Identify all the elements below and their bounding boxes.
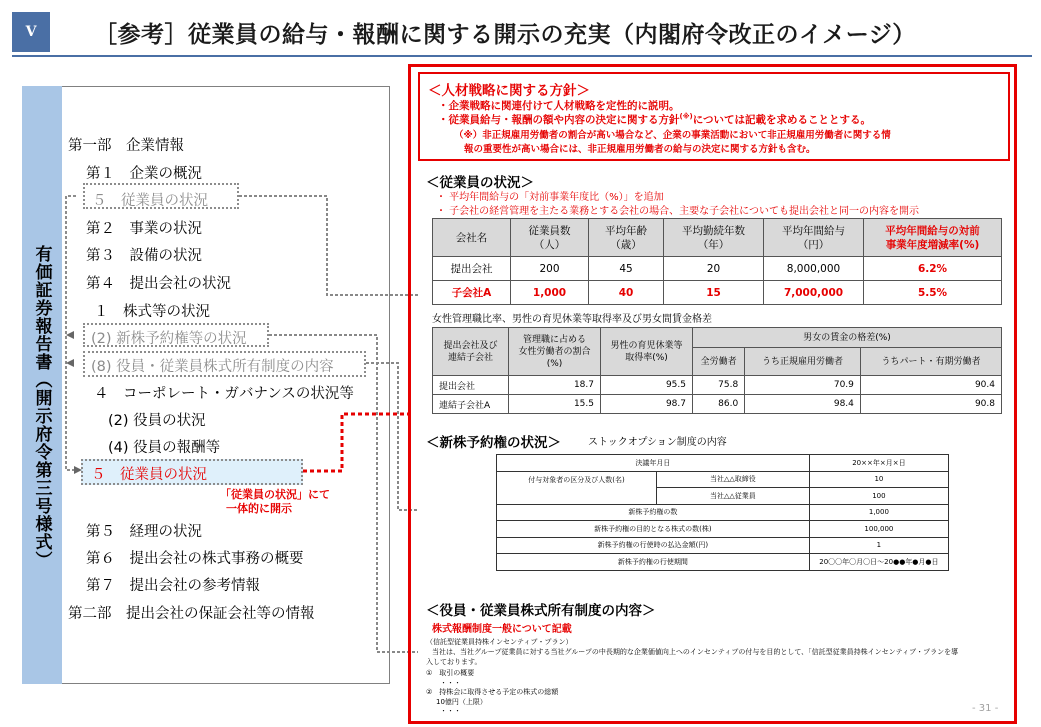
col-header: うちパート・有期労働者 [860, 348, 1001, 376]
table-cell: 20××年×月×日 [809, 455, 948, 472]
table-row [433, 395, 1002, 414]
table-cell: 18.7 [509, 376, 601, 395]
table-cell: 新株予約権の数 [497, 504, 810, 521]
toc-item[interactable]: ５ 従業員の状況 [92, 193, 208, 209]
table-cell: 提出会社 [433, 257, 511, 281]
table-cell: 15 [664, 281, 764, 305]
table-row [497, 521, 949, 538]
table-cell: 200 [511, 257, 589, 281]
section-subheading: 株式報酬制度一般について記載 [432, 624, 572, 635]
strategy-line [438, 112, 871, 127]
col-header: 平均年齢 （歳） [589, 219, 664, 257]
table-cell: 70.9 [745, 376, 861, 395]
table-cell: 6.2% [864, 257, 1002, 281]
table-cell: 1 [809, 537, 948, 554]
table-cell: 7,000,000 [764, 281, 864, 305]
table-cell: 90.8 [860, 395, 1001, 414]
strategy-line: ・企業戦略に関連付けて人材戦略を定性的に説明。 [438, 100, 680, 112]
table-cell: 100,000 [809, 521, 948, 538]
toc-item[interactable]: 第１ 企業の概況 [86, 166, 202, 182]
table-cell: 45 [589, 257, 664, 281]
toc-item[interactable]: 第３ 設備の状況 [86, 248, 202, 264]
table-cell: 新株予約権の行使期間 [497, 554, 810, 571]
table-cell: 20 [664, 257, 764, 281]
table-row [497, 554, 949, 571]
table-row [497, 471, 949, 488]
status-bullet: ・ 子会社の経営管理を主たる業務とする会社の場合、主要な子会社についても提出会社と同一の内容を開示 [436, 206, 919, 217]
strategy-line-part: ・従業員給与・報酬の額や内容の決定に関する方針 [438, 114, 680, 126]
esop-line: 10億円（上限） [436, 698, 487, 706]
table-row [433, 257, 1002, 281]
esop-line: ② 持株会に取得させる予定の株式の総額 [426, 688, 559, 696]
note-line: 「従業員の状況」にて [220, 488, 330, 501]
table-cell: 新株予約権の目的となる株式の数(株) [497, 521, 810, 538]
toc-item[interactable]: 第二部 提出会社の保証会社等の情報 [68, 606, 315, 622]
table-cell: 新株予約権の行使時の払込金額(円) [497, 537, 810, 554]
toc-item[interactable]: (2) 役員の状況 [108, 413, 206, 429]
strategy-line: 報の重要性が高い場合には、非正規雇用労働者の給与の決定に関する方針も含む。 [464, 144, 816, 155]
toc-item[interactable]: 第一部 企業情報 [68, 138, 184, 154]
col-header: 男女の賃金の格差(%) [693, 328, 1002, 348]
section-heading: ＜新株予約権の状況＞ [426, 435, 561, 451]
status-bullet: ・ 平均年間給与の「対前事業年度比（%）」を追加 [436, 192, 664, 203]
col-header: 男性の育児休業等 取得率(%) [601, 328, 693, 376]
toc-item-employee-status[interactable]: ５ 従業員の状況 [91, 467, 207, 483]
table-cell: 決議年月日 [497, 455, 810, 472]
toc-item[interactable]: １ 株式等の状況 [94, 304, 210, 320]
col-header: 全労働者 [693, 348, 745, 376]
table-cell: 付与対象者の区分及び人数(名) [497, 471, 657, 504]
table-cell: 10 [809, 471, 948, 488]
page-number: - 31 - [972, 703, 999, 714]
toc-item[interactable]: (8) 役員・従業員株式所有制度の内容 [91, 359, 334, 375]
table-row [497, 455, 949, 472]
title-divider [12, 55, 1032, 57]
table-cell: 100 [809, 488, 948, 505]
esop-line: （信託型従業員持株インセンティブ・プラン） [426, 638, 573, 646]
table-cell: 86.0 [693, 395, 745, 414]
section-heading: ＜従業員の状況＞ [426, 175, 534, 191]
table-cell: 子会社A [433, 281, 511, 305]
table-cell: 提出会社 [433, 376, 509, 395]
strategy-line-part: については記載を求めることとする。 [692, 114, 872, 126]
gender-gap-table [432, 327, 1002, 414]
toc-item[interactable]: (4) 役員の報酬等 [108, 440, 221, 456]
col-header: 会社名 [433, 219, 511, 257]
table-row [497, 537, 949, 554]
table-cell: 75.8 [693, 376, 745, 395]
esop-line: 入しております。 [426, 658, 482, 666]
employee-table [432, 218, 1002, 305]
esop-line: ① 取引の概要 [426, 669, 475, 677]
esop-panel [418, 596, 1010, 718]
table2-title: 女性管理職比率、男性の育児休業等取得率及び男女間賃金格差 [432, 314, 712, 325]
table-cell: 98.7 [601, 395, 693, 414]
table-cell: 連結子会社A [433, 395, 509, 414]
col-header: 従業員数 （人） [511, 219, 589, 257]
table-cell: 1,000 [809, 504, 948, 521]
esop-line: ・・・ [440, 707, 461, 715]
note-line: 一体的に開示 [226, 502, 292, 515]
col-header: うち正規雇用労働者 [745, 348, 861, 376]
table-cell: 90.4 [860, 376, 1001, 395]
table-row [497, 504, 949, 521]
toc-item[interactable]: 第７ 提出会社の参考情報 [86, 578, 260, 594]
section-subtitle: ストックオプション制度の内容 [588, 437, 727, 448]
table-cell: 1,000 [511, 281, 589, 305]
table-cell: 40 [589, 281, 664, 305]
vertical-title: 有価証券報告書（開示府令第三号様式） [31, 245, 52, 569]
integration-note [220, 488, 330, 516]
col-header: 提出会社及び 連結子会社 [433, 328, 509, 376]
toc-item[interactable]: 第２ 事業の状況 [86, 221, 202, 237]
col-header: 平均年間給与の対前 事業年度増減率(%) [864, 219, 1002, 257]
toc-item[interactable]: (2) 新株予約権等の状況 [91, 331, 247, 347]
section-heading: ＜人材戦略に関する方針＞ [428, 83, 590, 99]
table-cell: 98.4 [745, 395, 861, 414]
col-header: 管理職に占める 女性労働者の割合 (%) [509, 328, 601, 376]
hr-strategy-panel [418, 72, 1010, 161]
table-cell: 当社△△取締役 [657, 471, 810, 488]
table-cell: 当社△△従業員 [657, 488, 810, 505]
page-title: ［参考］従業員の給与・報酬に関する開示の充実（内閣府令改正のイメージ） [94, 22, 916, 48]
section-badge: Ⅴ [12, 12, 50, 52]
esop-line: ・・・ [440, 679, 461, 687]
table-cell: 95.5 [601, 376, 693, 395]
toc-item[interactable]: 第５ 経理の状況 [86, 524, 202, 540]
table-cell: 20〇〇年〇月〇日～20●●年●月●日 [809, 554, 948, 571]
table-cell: 15.5 [509, 395, 601, 414]
toc-item[interactable]: 第６ 提出会社の株式事務の概要 [86, 551, 304, 567]
col-header: 平均年間給与 （円） [764, 219, 864, 257]
stock-option-table [496, 454, 949, 571]
table-cell: 5.5% [864, 281, 1002, 305]
toc-item[interactable]: 第４ 提出会社の状況 [86, 276, 231, 292]
table-row [433, 281, 1002, 305]
section-heading: ＜役員・従業員株式所有制度の内容＞ [426, 603, 656, 619]
strategy-line: （※）非正規雇用労働者の割合が高い場合など、企業の事業活動において非正規雇用労働者に関する情 [454, 130, 891, 141]
footnote-mark: (※) [679, 112, 693, 121]
toc-item[interactable]: ４ コーポレート・ガバナンスの状況等 [94, 386, 354, 402]
col-header: 平均勤続年数 （年） [664, 219, 764, 257]
table-row [433, 376, 1002, 395]
esop-line: 当社は、当社グループ従業員に対する当社グループの中長期的な企業価値向上へのインセンティブの付与を目的として、「信託型従業員持株インセンティブ・プランを導 [432, 648, 959, 656]
table-cell: 8,000,000 [764, 257, 864, 281]
